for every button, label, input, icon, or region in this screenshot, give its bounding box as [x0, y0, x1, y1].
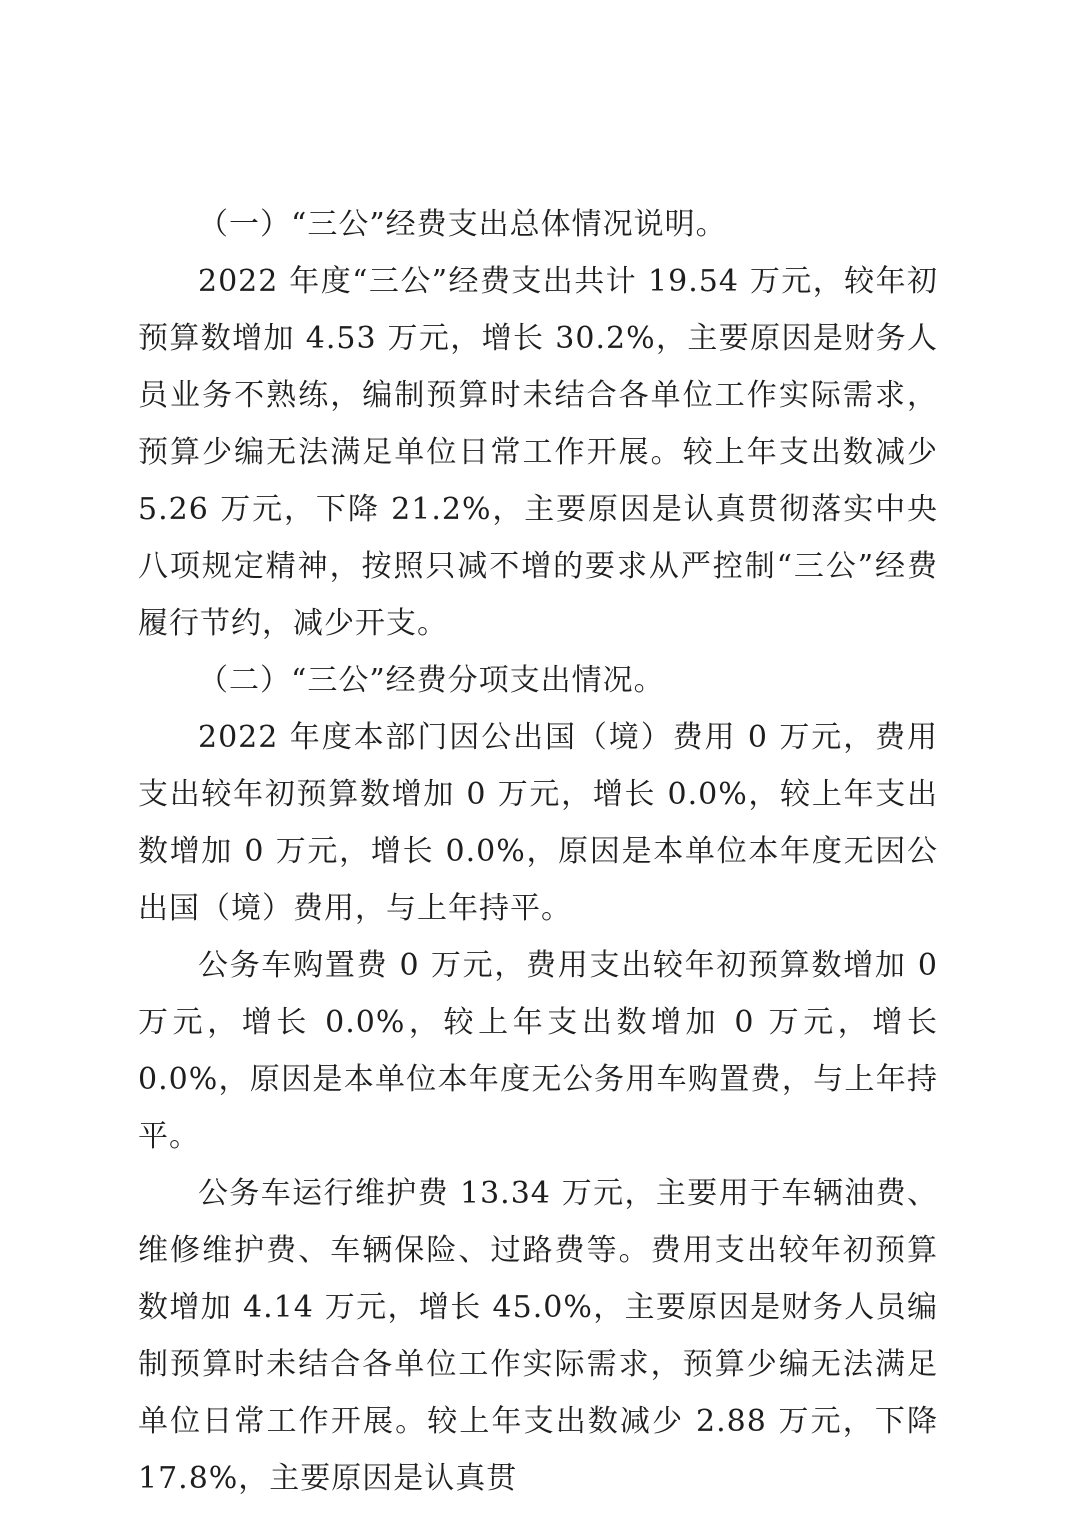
section-heading-overall: （一）“三公”经费支出总体情况说明。 [198, 207, 727, 242]
paragraph-overseas-travel: 2022 年度本部门因公出国（境）费用 0 万元，费用支出较年初预算数增加 0 万元，增长 0.0%，较上年支出数增加 0 万元，增长 0.0%，原因是本单位本年度无因公出国（境）费用，与上年持平。 [138, 720, 938, 926]
paragraph-overall-expenditure: 2022 年度“三公”经费支出共计 19.54 万元，较年初预算数增加 4.53 万元，增长 30.2%，主要原因是财务人员业务不熟练，编制预算时未结合各单位工作实际需求，预算少编无法满足单位日常工作开展。较上年支出数减少 5.26 万元，下降 21.2%，主要原因是认真贯彻落实中央八项规定精神，按照只减不增的要求从严控制“三公”经费履行节约，减少开支。 [138, 264, 938, 641]
section-heading-itemized: （二）“三公”经费分项支出情况。 [198, 663, 665, 698]
paragraph-vehicle-maintenance: 公务车运行维护费 13.34 万元，主要用于车辆油费、维修维护费、车辆保险、过路费等。费用支出较年初预算数增加 4.14 万元，增长 45.0%，主要原因是财务人员编制预算时未结合各单位工作实际需求，预算少编无法满足单位日常工作开展。较上年支出数减少 2.88 万元，下降 17.8%，主要原因是认真贯 [138, 1176, 938, 1496]
paragraph-vehicle-purchase: 公务车购置费 0 万元，费用支出较年初预算数增加 0 万元，增长 0.0%，较上年支出数增加 0 万元，增长 0.0%，原因是本单位本年度无公务用车购置费，与上年持平。 [138, 948, 938, 1154]
document-body [138, 196, 938, 1507]
